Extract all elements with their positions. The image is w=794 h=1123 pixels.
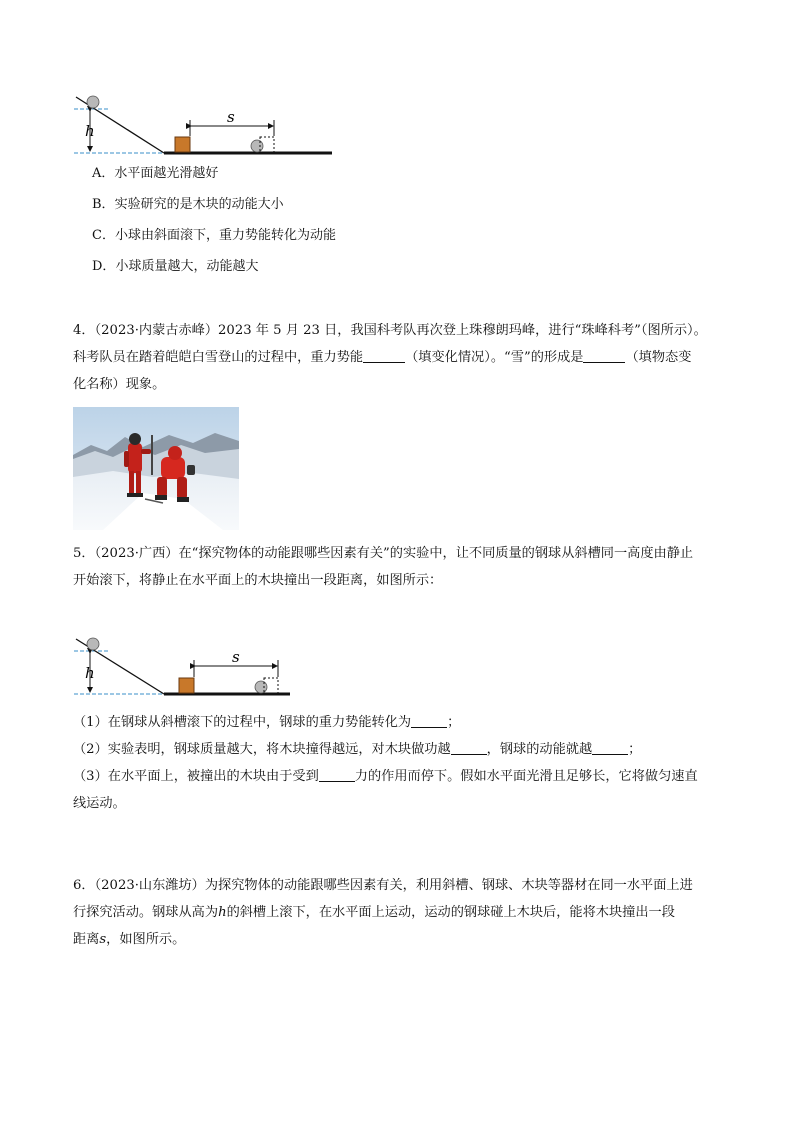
distance-label: s <box>227 108 235 126</box>
answer-blank[interactable] <box>592 741 628 755</box>
climbers-on-snow-illustration <box>73 407 239 530</box>
answer-blank[interactable] <box>411 714 447 728</box>
steel-ball-bottom <box>255 681 267 693</box>
wood-block <box>175 137 190 152</box>
q6-line-2: 行探究活动。钢球从高为h的斜槽上滚下，在水平面上运动，运动的钢球碰上木块后，能将木块撞出一段 <box>73 905 675 920</box>
steel-ball-bottom <box>251 140 263 152</box>
answer-blank[interactable] <box>583 349 625 363</box>
steel-ball-top <box>87 638 99 650</box>
ramp-figure-2 <box>72 634 294 698</box>
height-label: h <box>85 664 95 682</box>
q5-line-2: 开始滚下，将静止在水平面上的木块撞出一段距离，如图所示： <box>73 573 443 588</box>
q5-sub-3: （3）在水平面上，被撞出的木块由于受到 力的作用而停下。假如水平面光滑且足够长，它将做匀速直 <box>73 769 698 784</box>
question-4 <box>73 317 707 398</box>
q6-line-1: 6．（2023·山东潍坊）为探究物体的动能跟哪些因素有关，利用斜槽、钢球、木块等器材在同一水平面上进 <box>73 878 693 893</box>
q4-line-2: 科考队员在踏着皑皑白雪登山的过程中，重力势能 （填变化情况）。“雪”的形成是 （填物态变 <box>73 350 692 365</box>
wood-block <box>179 678 194 693</box>
ramp-figure-1 <box>72 92 336 156</box>
answer-blank[interactable] <box>319 768 355 782</box>
question-6 <box>73 872 693 953</box>
height-label: h <box>85 122 95 140</box>
steel-ball-top <box>87 96 99 108</box>
answer-blank[interactable] <box>363 349 405 363</box>
answer-blank[interactable] <box>451 741 487 755</box>
q5-sub-3-cont: 线运动。 <box>73 796 126 811</box>
option-d: D．小球质量越大，动能越大 <box>92 259 259 274</box>
option-a: A．水平面越光滑越好 <box>92 166 219 181</box>
q4-line-1: 4．（2023·内蒙古赤峰）2023 年 5 月 23 日，我国科考队再次登上珠穆朗玛峰，进行“珠峰科考”（图所示）。 <box>73 323 707 338</box>
q5-subquestions <box>73 709 698 817</box>
q5-sub-2: （2）实验表明，钢球质量越大，将木块撞得越远，对木块做功越 ，钢球的动能就越 ； <box>73 742 642 757</box>
q4-line-3: 化名称）现象。 <box>73 377 166 392</box>
q6-line-3: 距离s，如图所示。 <box>73 932 186 947</box>
option-c: C．小球由斜面滚下，重力势能转化为动能 <box>92 228 336 243</box>
distance-label: s <box>232 648 240 666</box>
option-b: B．实验研究的是木块的动能大小 <box>92 197 284 212</box>
q5-line-1: 5．（2023·广西）在“探究物体的动能跟哪些因素有关”的实验中，让不同质量的钢球从斜槽同一高度由静止 <box>73 546 694 561</box>
q5-sub-1: （1）在钢球从斜槽滚下的过程中，钢球的重力势能转化为 ； <box>73 715 461 730</box>
question-5 <box>73 540 693 594</box>
everest-photo <box>73 407 239 530</box>
